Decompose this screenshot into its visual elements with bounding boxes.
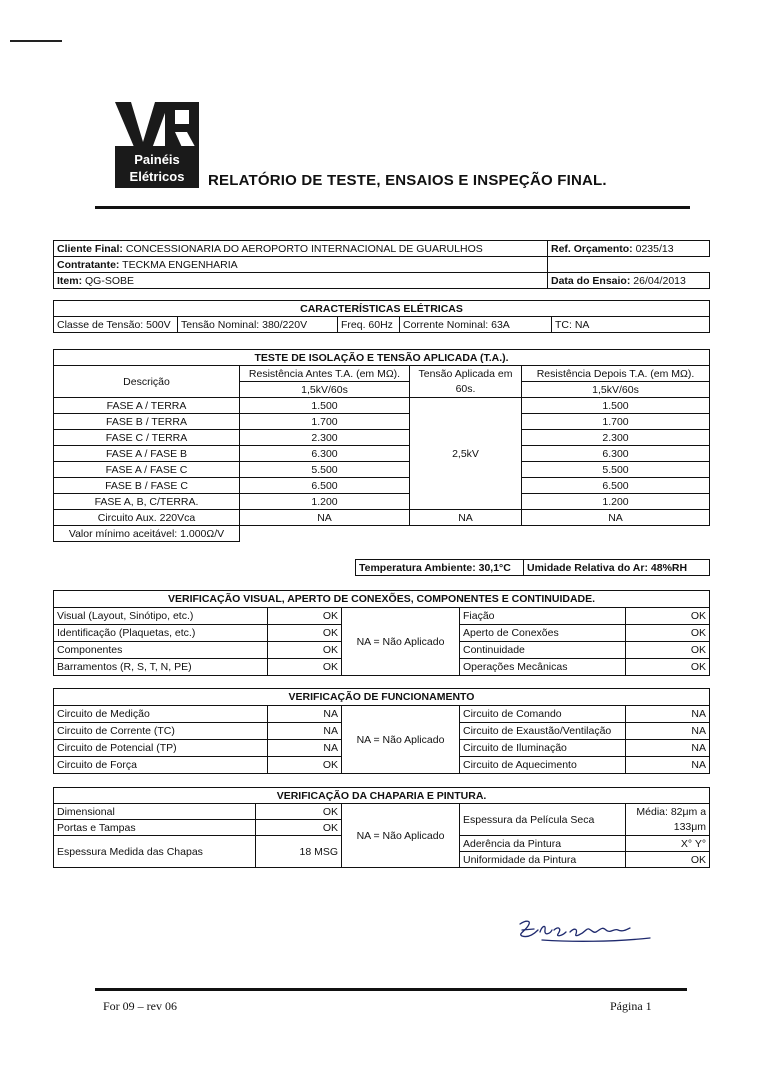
adhesion-value: X° Y° (626, 836, 710, 852)
table-row (54, 446, 710, 462)
table-row (54, 478, 710, 494)
uniformity-label: Uniformidade da Pintura (460, 852, 626, 868)
table-row (54, 804, 710, 820)
adhesion-label: Aderência da Pintura (460, 836, 626, 852)
row-before: 6.300 (240, 446, 410, 462)
check-value: NA (626, 757, 710, 774)
check-label: Circuito de Aquecimento (460, 757, 626, 774)
check-value: NA (268, 706, 342, 723)
table-row (54, 608, 710, 625)
row-desc: FASE C / TERRA (54, 430, 240, 446)
check-label: Circuito de Iluminação (460, 740, 626, 757)
table-row (54, 494, 710, 510)
signature (512, 912, 662, 950)
col-before-line2: 1,5kV/60s (240, 382, 410, 398)
check-label: Aperto de Conexões (460, 625, 626, 642)
check-value: OK (626, 608, 710, 625)
check-value: NA (626, 740, 710, 757)
row-desc: FASE A / TERRA (54, 398, 240, 414)
check-value: NA (268, 723, 342, 740)
check-label: Componentes (54, 642, 268, 659)
item-label: Item: (57, 274, 83, 287)
electrical-title: CARACTERÍSTICAS ELÉTRICAS (54, 301, 710, 317)
insulation-title: TESTE DE ISOLAÇÃO E TENSÃO APLICADA (T.A.). (54, 350, 710, 366)
row-desc: FASE B / FASE C (54, 478, 240, 494)
electrical-table (53, 300, 710, 333)
table-row (54, 430, 710, 446)
check-label: Circuito de Medição (54, 706, 268, 723)
dimensional-label: Dimensional (54, 804, 256, 820)
applied-voltage: 2,5kV (410, 398, 522, 510)
form-code: For 09 – rev 06 (103, 999, 177, 1013)
na-legend: NA = Não Aplicado (342, 608, 460, 676)
function-check-table (53, 688, 710, 774)
uniformity-value: OK (626, 852, 710, 868)
min-acceptable-value: Valor mínimo aceitável: 1.000Ω/V (54, 526, 240, 542)
check-value: NA (626, 723, 710, 740)
table-row (54, 462, 710, 478)
col-description: Descrição (54, 366, 240, 398)
dimensional-value: OK (256, 804, 342, 820)
visual-check-table (53, 590, 710, 676)
ref-label: Ref. Orçamento: (551, 242, 633, 255)
insulation-table (53, 349, 710, 542)
row-before: 1.200 (240, 494, 410, 510)
tc-value: TC: NA (552, 317, 710, 333)
row-desc: FASE A, B, C/TERRA. (54, 494, 240, 510)
date-value: 26/04/2013 (633, 274, 686, 287)
doors-value: OK (256, 820, 342, 836)
aux-desc: Circuito Aux. 220Vca (54, 510, 240, 526)
check-label: Barramentos (R, S, T, N, PE) (54, 659, 268, 676)
company-logo (113, 100, 201, 188)
client-cell (54, 241, 548, 257)
check-label: Operações Mecânicas (460, 659, 626, 676)
client-label: Cliente Final: (57, 242, 123, 255)
header-divider (95, 206, 690, 209)
row-before: 5.500 (240, 462, 410, 478)
row-after: 1.200 (522, 494, 710, 510)
info-table (53, 240, 710, 289)
row-before: 2.300 (240, 430, 410, 446)
check-label: Circuito de Força (54, 757, 268, 774)
check-label: Circuito de Corrente (TC) (54, 723, 268, 740)
row-desc: FASE A / FASE C (54, 462, 240, 478)
check-value: NA (268, 740, 342, 757)
ambient-temperature: Temperatura Ambiente: 30,1°C (356, 560, 524, 576)
tension-class: Classe de Tensão: 500V (54, 317, 178, 333)
col-before-line1: Resistência Antes T.A. (em MΩ). (240, 366, 410, 382)
scan-mark (10, 40, 62, 42)
col-applied-line2: 60s. (410, 382, 522, 398)
row-desc: FASE A / FASE B (54, 446, 240, 462)
logo-line1: Painéis (134, 152, 180, 167)
check-label: Circuito de Potencial (TP) (54, 740, 268, 757)
check-value: NA (626, 706, 710, 723)
check-value: OK (268, 642, 342, 659)
table-row (54, 414, 710, 430)
table-row (54, 706, 710, 723)
report-title: RELATÓRIO DE TESTE, ENSAIOS E INSPEÇÃO FINAL. (208, 172, 607, 189)
check-label: Fiação (460, 608, 626, 625)
contractor-cell (54, 257, 548, 273)
aux-before: NA (240, 510, 410, 526)
check-value: OK (268, 757, 342, 774)
film-thickness-value-1: Média: 82μm a (626, 804, 710, 820)
sheet-paint-table (53, 787, 710, 868)
visual-check-title: VERIFICAÇÃO VISUAL, APERTO DE CONEXÕES, COMPONENTES E CONTINUIDADE. (54, 591, 710, 608)
col-applied-line1: Tensão Aplicada em (410, 366, 522, 382)
page-number: Página 1 (610, 999, 652, 1013)
ref-value: 0235/13 (635, 242, 674, 255)
row-before: 1.500 (240, 398, 410, 414)
item-cell (54, 273, 548, 289)
doors-label: Portas e Tampas (54, 820, 256, 836)
function-check-title: VERIFICAÇÃO DE FUNCIONAMENTO (54, 689, 710, 706)
ambient-table (355, 559, 710, 576)
check-value: OK (626, 625, 710, 642)
row-after: 6.300 (522, 446, 710, 462)
row-after: 1.700 (522, 414, 710, 430)
film-thickness-label: Espessura da Película Seca (460, 804, 626, 836)
relative-humidity: Umidade Relativa do Ar: 48%RH (524, 560, 710, 576)
check-value: OK (626, 642, 710, 659)
row-after: 2.300 (522, 430, 710, 446)
nominal-current: Corrente Nominal: 63A (400, 317, 552, 333)
ref-cell (548, 241, 710, 257)
check-label: Circuito de Exaustão/Ventilação (460, 723, 626, 740)
aux-applied: NA (410, 510, 522, 526)
row-after: 1.500 (522, 398, 710, 414)
check-value: OK (268, 608, 342, 625)
table-row (54, 510, 710, 526)
check-value: OK (268, 659, 342, 676)
check-label: Identificação (Plaquetas, etc.) (54, 625, 268, 642)
col-after-line1: Resistência Depois T.A. (em MΩ). (522, 366, 710, 382)
frequency: Freq. 60Hz (338, 317, 400, 333)
footer-divider (95, 988, 687, 991)
row-before: 1.700 (240, 414, 410, 430)
date-cell (548, 273, 710, 289)
aux-after: NA (522, 510, 710, 526)
check-label: Continuidade (460, 642, 626, 659)
row-after: 5.500 (522, 462, 710, 478)
check-label: Circuito de Comando (460, 706, 626, 723)
sheet-paint-title: VERIFICAÇÃO DA CHAPARIA E PINTURA. (54, 788, 710, 804)
nominal-voltage: Tensão Nominal: 380/220V (178, 317, 338, 333)
col-after-line2: 1,5kV/60s (522, 382, 710, 398)
date-label: Data do Ensaio: (551, 274, 631, 287)
client-value: CONCESSIONARIA DO AEROPORTO INTERNACIONAL DE GUARULHOS (125, 242, 483, 255)
contractor-value: TECKMA ENGENHARIA (122, 258, 238, 271)
check-value: OK (268, 625, 342, 642)
plate-thickness-label: Espessura Medida das Chapas (54, 836, 256, 868)
na-legend: NA = Não Aplicado (342, 706, 460, 774)
logo-line2: Elétricos (129, 169, 185, 184)
check-value: OK (626, 659, 710, 676)
na-legend: NA = Não Aplicado (342, 804, 460, 868)
row-before: 6.500 (240, 478, 410, 494)
film-thickness-value-2: 133μm (626, 820, 710, 836)
item-value: QG-SOBE (85, 274, 135, 287)
check-label: Visual (Layout, Sinótipo, etc.) (54, 608, 268, 625)
table-row (54, 398, 710, 414)
row-after: 6.500 (522, 478, 710, 494)
contractor-label: Contratante: (57, 258, 120, 271)
plate-thickness-value: 18 MSG (256, 836, 342, 868)
row-desc: FASE B / TERRA (54, 414, 240, 430)
